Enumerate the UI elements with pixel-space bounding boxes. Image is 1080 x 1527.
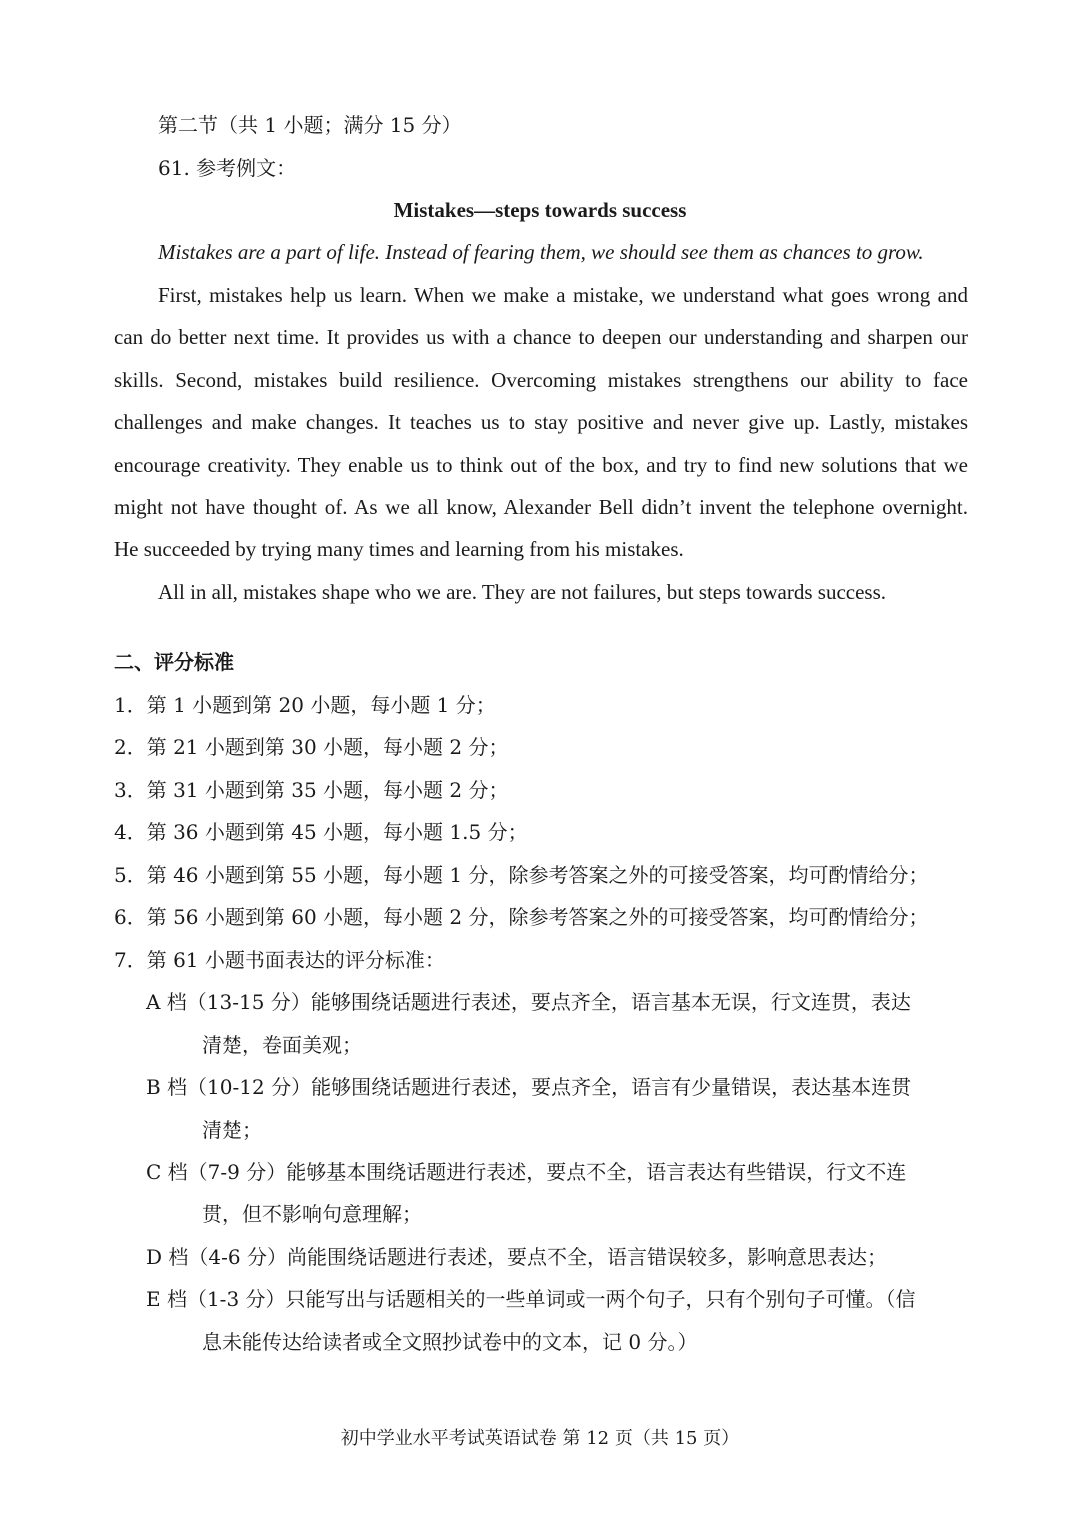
scoring-item: 1．第 1 小题到第 20 小题，每小题 1 分； bbox=[114, 693, 496, 717]
section2-header: 第二节（共 1 小题；满分 15 分） bbox=[158, 113, 462, 137]
scoring-item: 4．第 36 小题到第 45 小题，每小题 1.5 分； bbox=[114, 820, 528, 844]
essay-body-line: First, mistakes help us learn. When we make a mistake, we understand what goes wrong and bbox=[158, 283, 968, 307]
grade-b-line2: 清楚； bbox=[202, 1118, 262, 1142]
grade-b-line1: B 档（10-12 分）能够围绕话题进行表述，要点齐全，语言有少量错误，表达基本连贯 bbox=[146, 1075, 912, 1099]
essay-title: Mistakes—steps towards success bbox=[393, 198, 687, 222]
scoring-item: 3．第 31 小题到第 35 小题，每小题 2 分； bbox=[114, 778, 509, 802]
scoring-item: 7．第 61 小题书面表达的评分标准： bbox=[114, 948, 445, 972]
essay-body-line: He succeeded by trying many times and learning from his mistakes. bbox=[114, 537, 684, 561]
essay-body-line: skills. Second, mistakes build resilience. Overcoming mistakes strengthens our ability to face bbox=[114, 368, 968, 392]
grade-c-line1: C 档（7-9 分）能够基本围绕话题进行表述，要点不全，语言表达有些错误，行文不连 bbox=[146, 1160, 907, 1184]
scoring-item: 5．第 46 小题到第 55 小题，每小题 1 分，除参考答案之外的可接受答案，均可酌情给分； bbox=[114, 863, 929, 887]
essay-intro: Mistakes are a part of life. Instead of fearing them, we should see them as chances to grow. bbox=[158, 240, 924, 264]
item61-label: 61. 参考例文： bbox=[158, 156, 297, 180]
grade-a-line2: 清楚，卷面美观； bbox=[202, 1033, 362, 1057]
essay-body-line: can do better next time. It provides us with a chance to deepen our understanding and sharpen our bbox=[114, 325, 968, 349]
scoring-item: 2．第 21 小题到第 30 小题，每小题 2 分； bbox=[114, 735, 509, 759]
essay-body-line: might not have thought of. As we all know, Alexander Bell didn’t invent the telephone overnight. bbox=[114, 495, 968, 519]
grade-c-line2: 贯，但不影响句意理解； bbox=[202, 1202, 422, 1226]
essay-body-line: challenges and make changes. It teaches us to stay positive and never give up. Lastly, mistakes bbox=[114, 410, 968, 434]
grade-d-line1: D 档（4-6 分）尚能围绕话题进行表述，要点不全，语言错误较多，影响意思表达； bbox=[146, 1245, 887, 1269]
grade-a-line1: A 档（13-15 分）能够围绕话题进行表述，要点齐全，语言基本无误，行文连贯，表达 bbox=[146, 990, 911, 1014]
grade-e-line2: 息未能传达给读者或全文照抄试卷中的文本，记 0 分。） bbox=[202, 1330, 698, 1354]
scoring-heading: 二、评分标准 bbox=[114, 650, 234, 674]
essay-conclusion: All in all, mistakes shape who we are. They are not failures, but steps towards success. bbox=[158, 580, 887, 604]
page-footer: 初中学业水平考试英语试卷 第 12 页（共 15 页） bbox=[340, 1428, 740, 1449]
essay-body-line: encourage creativity. They enable us to think out of the box, and try to find new solutions that we bbox=[114, 453, 968, 477]
grade-e-line1: E 档（1-3 分）只能写出与话题相关的一些单词或一两个句子，只有个别句子可懂。（信 bbox=[146, 1287, 916, 1311]
scoring-item: 6．第 56 小题到第 60 小题，每小题 2 分，除参考答案之外的可接受答案，均可酌情给分； bbox=[114, 905, 929, 929]
